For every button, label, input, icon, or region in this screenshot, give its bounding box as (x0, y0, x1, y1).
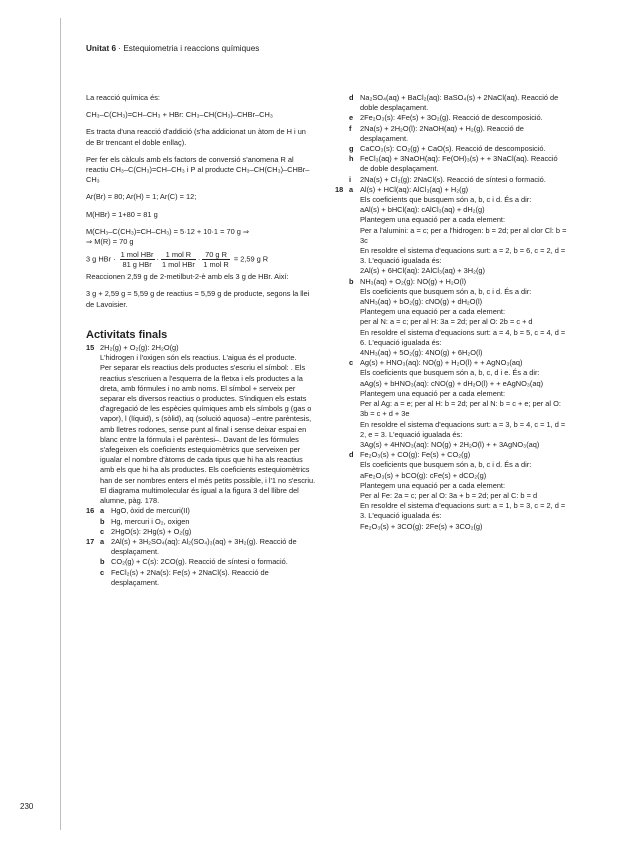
exercise-part (349, 450, 567, 532)
reaction-equation: CH₃–C(CH₃)=CH–CH₃ + HBr: CH₃–CH(CH₃)–CHBr–CH₃ (86, 110, 273, 120)
part-text: CO₂(g) + C(s): 2CO(g). Reacció de síntesi o formació. (111, 557, 288, 567)
part-line: 4NH₃(aq) + 5O₂(g): 4NO(g) + 6H₂O(l) (360, 348, 483, 358)
exercise-part (100, 537, 316, 557)
part-line: Els coeficients que busquem són a, b, c i d. És a dir: (360, 195, 532, 205)
molar-mass-r: ⇒ M(R) = 70 g (86, 237, 134, 247)
part-line: aAg(s) + bHNO₃(aq): cNO(g) + dH₂O(l) + + eAgNO₃(aq) (360, 378, 544, 388)
part-line: Els coeficients que busquem són a, b, c, d i e. És a dir: (360, 368, 540, 378)
molar-mass-reactant: M(CH₃–C(CH₃)=CH–CH₃) = 5·12 + 10·1 = 70 g ⇒ (86, 226, 250, 236)
part-text: 2Fe₂O₃(s): 4Fe(s) + 3O₂(g). Reacció de descomposició. (360, 113, 543, 123)
part-line: En resoldre el sistema d'equacions surt: a = 2, b = 6, c = 2, d = 3. L'equació igualada és: (360, 246, 566, 266)
activities-heading: Activitats finals (86, 328, 168, 341)
exercise-part (100, 527, 316, 537)
exercise-number: 15 (86, 343, 95, 353)
left-column (86, 93, 316, 588)
part-label: i (349, 174, 352, 184)
fraction-denominator: 1 mol R (203, 260, 229, 270)
part-line: Per al Ag: a = e; per al H: b = 2d; per al N: b = c + e; per al O: 3b = c + d + 3e (360, 399, 561, 419)
part-line: Plantegem una equació per a cada element: (360, 307, 506, 317)
intro-line: La reacció química és: (86, 93, 160, 102)
part-line: Ag(s) + HNO₃(aq): NO(g) + H₂O(l) + + AgNO₃(aq) (360, 358, 523, 368)
exercise-part (100, 517, 316, 527)
exercise-15 (86, 343, 316, 506)
part-label: b (349, 276, 354, 286)
conversion-result: = 2,59 g R (233, 254, 269, 264)
unit-title: Estequiometria i reaccions químiques (123, 44, 260, 53)
part-label: a (100, 536, 105, 546)
part-line: aFe₂O₃(s) + bCO(g): cFe(s) + dCO₂(g) (360, 470, 487, 480)
part-text: 2Al(s) + 3H₂SO₄(aq): Al₂(SO₄)₃(aq) + 3H₂(g). Reacció de desplaçament. (111, 536, 297, 557)
exercise-number: 17 (86, 536, 95, 546)
part-line: Fe₂O₃(s) + CO(g): Fe(s) + CO₂(g) (360, 450, 471, 460)
intro-paragraph: Per fer els càlculs amb els factors de conversió s'anomena R al reactiu CH₃–C(CH₃)=CH–CH₃ i P al producte CH₃–CH(CH₃)–CHBr–CH₃ (86, 154, 310, 185)
exercise-part (349, 277, 567, 359)
exercise-18 (335, 185, 567, 532)
exercise-part (100, 557, 316, 567)
fraction-denominator: 81 g HBr (122, 260, 152, 270)
part-label: f (349, 123, 352, 133)
fraction-denominator: 1 mol HBr (161, 260, 195, 270)
exercise-number: 16 (86, 506, 95, 516)
part-line: Plantegem una equació per a cada element: (360, 215, 506, 225)
exercise-part (100, 568, 316, 588)
exercise-part (349, 93, 567, 113)
part-line: Els coeficients que busquem són a, b, c i d. És a dir: (360, 460, 532, 470)
part-line: aAl(s) + bHCl(aq): cAlCl₃(aq) + dH₂(g) (360, 205, 485, 215)
conversion-factor-line: 3 g HBr · $\frac{\text{1 mol HBr}}{\text{81 g HBr}}$ · $\frac{\text{1 mol R}}{\text{1 mol HBr}}$ · $\frac{\text{70 g R}}{\text{1 mol R}}$ = 2,59 g R (86, 250, 269, 270)
exercise-part (349, 124, 567, 144)
exercise-part (349, 185, 567, 277)
part-text: FeCl₃(aq) + 3NaOH(aq): Fe(OH)₃(s) + + 3NaCl(aq). Reacció de doble desplaçament. (360, 154, 558, 174)
part-line: Per al Fe: 2a = c; per al O: 3a + b = 2d; per al C: b = d (360, 490, 538, 500)
exercise-17 (86, 537, 316, 588)
part-line: Per a l'alumini: a = c; per a l'hidrogen: b = 2d; per al clor Cl: b = 3c (360, 225, 567, 245)
part-label: h (349, 154, 354, 164)
part-label: a (100, 506, 105, 516)
part-line: Al(s) + HCl(aq): AlCl₃(aq) + H₂(g) (360, 184, 469, 194)
right-column (335, 93, 567, 532)
exercise-part (349, 144, 567, 154)
part-line: En resoldre el sistema d'equacions surt: a = 4, b = 5, c = 4, d = 6. L'equació igualada és: (360, 327, 566, 347)
intro-paragraph: Es tracta d'una reacció d'addició (s'ha addicionat un àtom de H i un de Br trencant el doble enllaç). (86, 127, 306, 147)
fraction-2 (161, 250, 196, 269)
part-line: 2Al(s) + 6HCl(aq): 2AlCl₃(aq) + 3H₂(g) (360, 266, 485, 276)
exercise-line: Per separar els reactius dels productes s'escriu el símbol: . Els reactius s'escriuen a l'esquerra de la fletxa i els productes a la dreta, amb fórmules i no amb noms. El símbol + serveix per separar els diversos reactius o productes. S'indiquen els estats d'agregació de les espècies químiques amb els símbols g (gas o vapor), l (líquid), s (sòlid), aq (solució aquosa) –entre parèntesis, amb lletres rodones, sense punt al final i sense deixar espai en blanc entre la fórmula i el parèntesi–. Davant de les fórmules s'afegeixen els coeficients estequiomètrics que serveixen per igualar el nombre d'àtoms de cada tipus que hi ha als reactius amb els que hi ha als productes. Els coeficients estequiomètrics han de ser nombres enters el més petits possible, i l'1 no s'escriu. (100, 363, 316, 485)
running-header (86, 44, 259, 54)
part-line: Els coeficients que busquem són a, b, c i d. És a dir: (360, 286, 532, 296)
exercise-part (100, 506, 316, 516)
part-line: Fe₂O₃(s) + 3CO(g): 2Fe(s) + 3CO₂(g) (360, 521, 483, 531)
page-number: 230 (20, 802, 34, 811)
part-line: aNH₃(aq) + bO₂(g): cNO(g) + dH₂O(l) (360, 297, 483, 307)
part-text: HgO, òxid de mercuri(II) (111, 506, 190, 516)
conversion-lead: 3 g HBr · (86, 254, 116, 264)
exercise-17-continued (335, 93, 567, 185)
part-label: d (349, 93, 354, 102)
part-label: c (100, 526, 105, 536)
fraction-numerator: 1 mol R (161, 250, 196, 260)
exercise-line: 2H₂(g) + O₂(g): 2H₂O(g) (100, 343, 179, 353)
part-label: c (100, 567, 105, 577)
unit-label: Unitat 6 (86, 44, 117, 53)
atomic-masses: Ar(Br) = 80; Ar(H) = 1; Ar(C) = 12; (86, 192, 197, 202)
margin-rule (60, 18, 61, 830)
part-text: Hg, mercuri i O₂, oxigen (111, 516, 190, 526)
part-line: Plantegem una equació per a cada element: (360, 388, 506, 398)
fraction-numerator: 1 mol HBr (120, 250, 154, 260)
exercise-part (349, 358, 567, 450)
exercise-part (349, 175, 567, 185)
part-label: e (349, 113, 354, 123)
result-paragraph: 3 g + 2,59 g = 5,59 g de reactius = 5,59 g de producte, segons la llei de Lavoisier. (86, 289, 310, 309)
part-label: g (349, 144, 354, 154)
molar-mass-hbr: M(HBr) = 1+80 = 81 g (86, 209, 158, 219)
part-line: En resoldre el sistema d'equacions surt: a = 3, b = 4, c = 1, d = 2, e = 3. L'equació igualada és: (360, 419, 566, 439)
fraction-numerator: 70 g R (202, 250, 229, 260)
exercise-line: L'hidrogen i l'oxigen són els reactius. L'aigua és el producte. (100, 353, 297, 363)
exercise-part (349, 113, 567, 123)
part-label: c (349, 358, 354, 368)
part-text: CaCO₃(s): CO₂(g) + CaO(s). Reacció de descomposició. (360, 144, 546, 154)
part-text: 2HgO(s): 2Hg(s) + O₂(g) (111, 526, 192, 536)
part-text: 2Na(s) + Cl₂(g): 2NaCl(s). Reacció de síntesi o formació. (360, 174, 546, 184)
part-label: b (100, 557, 105, 567)
fraction-1 (120, 250, 155, 269)
part-label: b (100, 516, 105, 526)
exercise-number: 18 (335, 184, 344, 194)
exercise-part (349, 154, 567, 174)
result-paragraph: Reaccionen 2,59 g de 2-metilbut-2-è amb els 3 g de HBr. Així: (86, 272, 289, 282)
part-text: FeCl₂(s) + 2Na(s): Fe(s) + 2NaCl(s). Reacció de desplaçament. (111, 567, 269, 587)
exercise-line: El diagrama multimolecular és igual a la figura 3 del llibre del alumne, pàg. 178. (100, 485, 299, 506)
part-text: 2Na(s) + 2H₂O(l): 2NaOH(aq) + H₂(g). Reacció de desplaçament. (360, 123, 524, 143)
exercise-16 (86, 506, 316, 537)
part-line: per al N: a = c; per al H: 3a = 2d; per al O: 2b = c + d (360, 317, 533, 327)
part-text: Na₂SO₄(aq) + BaCl₂(aq): BaSO₄(s) + 2NaCl(aq). Reacció de doble desplaçament. (360, 93, 559, 113)
part-line: Plantegem una equació per a cada element: (360, 480, 506, 490)
header-separator: · (116, 44, 124, 53)
fraction-3 (202, 250, 229, 269)
part-line: 3Ag(s) + 4HNO₃(aq): NO(g) + 2H₂O(l) + + 3AgNO₃(aq) (360, 439, 540, 449)
part-label: a (349, 184, 354, 194)
part-label: d (349, 450, 354, 460)
part-line: En resoldre el sistema d'equacions surt: a = 1, b = 3, c = 2, d = 3. L'equació igualada és: (360, 501, 566, 521)
part-line: NH₃(aq) + O₂(g): NO(g) + H₂O(l) (360, 276, 467, 286)
